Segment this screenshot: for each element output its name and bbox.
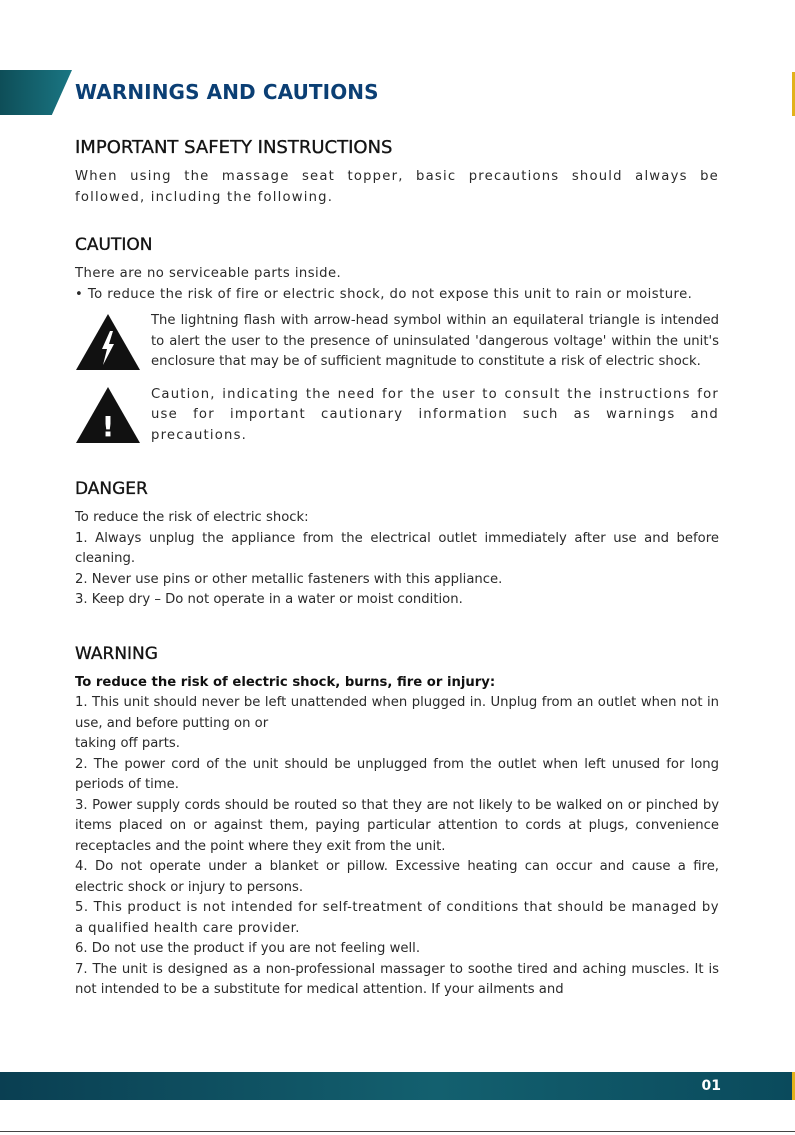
exclamation-glyph: ! <box>101 410 115 444</box>
warning-item-continued: taking off parts. <box>75 736 180 751</box>
safety-heading: IMPORTANT SAFETY INSTRUCTIONS <box>75 137 393 158</box>
page-number: 01 <box>701 1078 721 1094</box>
warning-item: 3. Power supply cords should be routed so that they are not likely to be walked on or pinched by items placed on or against them, paying particular attention to cords at plugs, convenience receptacles and the point where they exit from the unit. <box>75 797 719 854</box>
danger-item: 1. Always unplug the appliance from the electrical outlet immediately after use and before cleaning. <box>75 530 719 566</box>
safety-intro: When using the massage seat topper, basic precautions should always be followed, including the following. <box>75 169 719 205</box>
warning-item: 2. The power cord of the unit should be unplugged from the outlet when left unused for long periods of time. <box>75 756 719 792</box>
warning-item: 4. Do not operate under a blanket or pillow. Excessive heating can occur and cause a fire, electric shock or injury to persons. <box>75 859 719 895</box>
header-accent-band <box>0 70 72 115</box>
danger-item: 2. Never use pins or other metallic fasteners with this appliance. <box>75 571 503 587</box>
lightning-warning-icon <box>75 313 141 371</box>
danger-heading: DANGER <box>75 479 148 499</box>
caution-bullet: • To reduce the risk of fire or electric shock, do not expose this unit to rain or moisture. <box>75 286 693 302</box>
warning-item: 7. The unit is designed as a non-professional massager to soothe tired and aching muscles. It is not intended to be a substitute for medical attention. If your ailments and <box>75 961 719 997</box>
warning-item: 1. This unit should never be left unattended when plugged in. Unplug from an outlet when not in use, and before putting on or <box>75 695 719 731</box>
warning-item: 5. This product is not intended for self-treatment of conditions that should be managed by a qualified health care provider. <box>75 900 719 936</box>
warning-heading: WARNING <box>75 643 158 664</box>
danger-item: 3. Keep dry – Do not operate in a water or moist condition. <box>75 592 463 607</box>
footer-band <box>0 1072 795 1100</box>
document-body <box>75 135 719 1001</box>
exclamation-symbol-row <box>75 385 719 447</box>
danger-lead: To reduce the risk of electric shock: <box>75 510 309 525</box>
exclamation-warning-icon <box>75 386 141 444</box>
caution-heading: CAUTION <box>75 235 153 255</box>
warning-item: 6. Do not use the product if you are not feeling well. <box>75 941 421 956</box>
bottom-rule <box>0 1131 795 1132</box>
lightning-symbol-text: The lightning flash with arrow-head symbol within an equilateral triangle is intended to alert the user to the presence of uninsulated 'dangerous voltage' within the unit's enclosure that may be of sufficient magnitude to constitute a risk of electric shock. <box>151 313 719 369</box>
exclamation-symbol-text: Caution, indicating the need for the user to consult the instructions for use for important cautionary information such as warnings and precautions. <box>151 386 719 443</box>
warning-lead: To reduce the risk of electric shock, burns, fire or injury: <box>75 674 496 690</box>
lightning-symbol-row <box>75 311 719 373</box>
page-title: WARNINGS AND CAUTIONS <box>75 80 379 104</box>
caution-line: There are no serviceable parts inside. <box>75 266 342 281</box>
